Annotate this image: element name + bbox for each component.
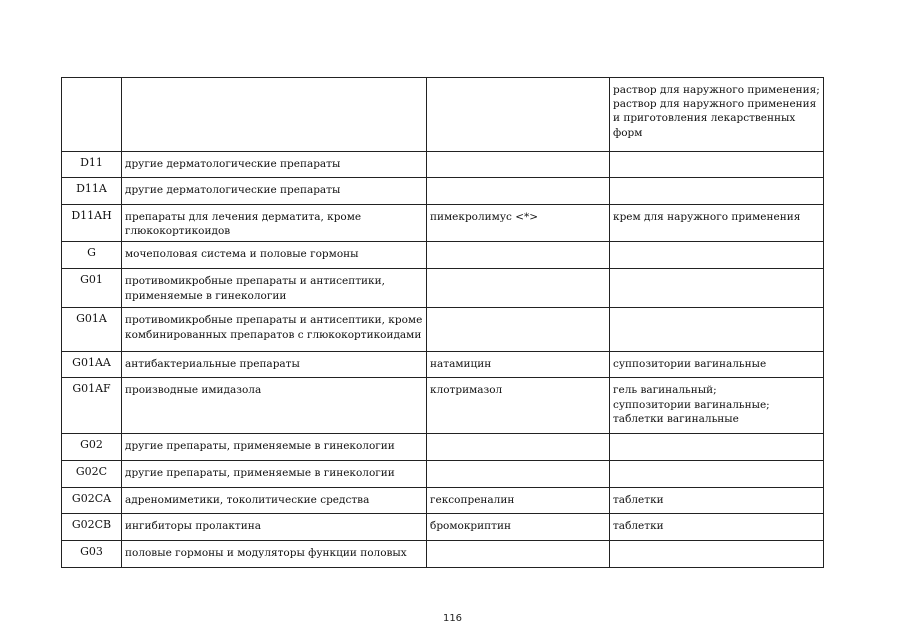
table-row	[62, 78, 824, 152]
medication-table	[61, 77, 824, 568]
atc-code-cell	[62, 378, 122, 434]
drug-name-cell-text: натамицин	[430, 358, 492, 371]
dosage-form-cell-text: таблетки	[613, 520, 664, 533]
group-name-cell	[122, 378, 427, 434]
dosage-form-cell-text: раствор для наружного применения; раствор для наружного применения и приготовления лекарственных форм	[613, 84, 820, 139]
atc-code-cell-text: G02CB	[71, 518, 112, 532]
table-row	[62, 269, 824, 308]
dosage-form-cell	[610, 152, 824, 178]
dosage-form-cell	[610, 352, 824, 378]
drug-name-cell	[427, 78, 610, 152]
group-name-cell	[122, 514, 427, 541]
atc-code-cell-text: G02CA	[71, 492, 112, 506]
atc-code-cell-text: D11A	[76, 182, 107, 195]
dosage-form-cell	[610, 514, 824, 541]
atc-code-cell	[62, 269, 122, 308]
group-name-cell	[122, 242, 427, 269]
atc-code-cell	[62, 205, 122, 242]
atc-code-cell-text: G01AA	[72, 356, 111, 370]
dosage-form-cell	[610, 488, 824, 514]
group-name-cell	[122, 541, 427, 568]
drug-name-cell-text: клотримазол	[430, 384, 503, 397]
atc-code-cell-text: G02	[80, 438, 103, 452]
page-number: 116	[442, 613, 463, 624]
group-name-cell	[122, 434, 427, 461]
atc-code-cell-text: D11	[80, 156, 103, 169]
atc-code-cell-text: G01AF	[72, 382, 111, 396]
group-name-cell-text: другие препараты, применяемые в гинекологии	[125, 440, 395, 453]
group-name-cell	[122, 488, 427, 514]
dosage-form-cell	[610, 205, 824, 242]
atc-code-cell-text: G03	[80, 545, 103, 559]
drug-name-cell	[427, 242, 610, 269]
dosage-form-cell	[610, 269, 824, 308]
atc-code-cell-text: G01	[80, 273, 103, 287]
drug-name-cell	[427, 378, 610, 434]
dosage-form-cell	[610, 378, 824, 434]
dosage-form-cell	[610, 308, 824, 352]
drug-name-cell	[427, 178, 610, 205]
drug-name-cell-text: пимекролимус <*>	[430, 211, 539, 223]
table-row	[62, 308, 824, 352]
atc-code-cell	[62, 541, 122, 568]
group-name-cell	[122, 78, 427, 152]
group-name-cell	[122, 205, 427, 242]
table-row	[62, 205, 824, 242]
atc-code-cell	[62, 178, 122, 205]
table-row	[62, 178, 824, 205]
group-name-cell	[122, 461, 427, 488]
group-name-cell	[122, 308, 427, 352]
dosage-form-cell	[610, 434, 824, 461]
atc-code-cell	[62, 78, 122, 152]
group-name-cell	[122, 152, 427, 178]
table-row	[62, 434, 824, 461]
group-name-cell-text: ингибиторы пролактина	[125, 520, 261, 533]
atc-code-cell	[62, 461, 122, 488]
atc-code-cell-text: G01A	[76, 312, 107, 326]
drug-name-cell	[427, 461, 610, 488]
dosage-form-cell-text: крем для наружного применения	[613, 211, 801, 223]
drug-name-cell	[427, 541, 610, 568]
atc-code-cell	[62, 308, 122, 352]
group-name-cell-text: противомикробные препараты и антисептики, кроме комбинированных препаратов с глюкокортикоидами	[125, 314, 423, 341]
group-name-cell-text: противомикробные препараты и антисептики, применяемые в гинекологии	[125, 275, 385, 302]
dosage-form-cell-text: гель вагинальный; суппозитории вагинальные; таблетки вагинальные	[613, 384, 770, 425]
table-row	[62, 488, 824, 514]
table-body	[62, 78, 824, 568]
group-name-cell-text: мочеполовая система и половые гормоны	[125, 248, 359, 261]
table-row	[62, 378, 824, 434]
dosage-form-cell	[610, 541, 824, 568]
group-name-cell-text: половые гормоны и модуляторы функции половых	[125, 547, 407, 560]
drug-name-cell	[427, 269, 610, 308]
table-row	[62, 152, 824, 178]
group-name-cell-text: антибактериальные препараты	[125, 358, 300, 371]
drug-name-cell	[427, 514, 610, 541]
drug-name-cell	[427, 352, 610, 378]
group-name-cell-text: адреномиметики, токолитические средства	[125, 494, 370, 507]
group-name-cell-text: другие дерматологические препараты	[125, 184, 341, 196]
group-name-cell	[122, 352, 427, 378]
atc-code-cell	[62, 488, 122, 514]
drug-name-cell	[427, 152, 610, 178]
atc-code-cell	[62, 352, 122, 378]
dosage-form-cell-text: таблетки	[613, 494, 664, 507]
dosage-form-cell	[610, 178, 824, 205]
atc-code-cell-text: G	[87, 246, 96, 260]
drug-name-cell-text: бромокриптин	[430, 520, 511, 533]
group-name-cell-text: производные имидазола	[125, 384, 262, 397]
drug-name-cell	[427, 488, 610, 514]
drug-name-cell-text: гексопреналин	[430, 494, 515, 507]
table-row	[62, 541, 824, 568]
atc-code-cell	[62, 514, 122, 541]
atc-code-cell	[62, 434, 122, 461]
table-row	[62, 242, 824, 269]
atc-code-cell-text: G02C	[75, 465, 108, 479]
dosage-form-cell	[610, 461, 824, 488]
group-name-cell	[122, 178, 427, 205]
dosage-form-cell	[610, 78, 824, 152]
atc-code-cell	[62, 242, 122, 269]
atc-code-cell	[62, 152, 122, 178]
dosage-form-cell-text: суппозитории вагинальные	[613, 358, 767, 371]
drug-name-cell	[427, 205, 610, 242]
group-name-cell-text: другие дерматологические препараты	[125, 158, 341, 170]
dosage-form-cell	[610, 242, 824, 269]
group-name-cell-text: другие препараты, применяемые в гинекологии	[125, 467, 395, 480]
group-name-cell	[122, 269, 427, 308]
atc-code-cell-text: D11AH	[71, 209, 112, 222]
drug-name-cell	[427, 308, 610, 352]
drug-name-cell	[427, 434, 610, 461]
group-name-cell-text: препараты для лечения дерматита, кроме глюкокортикоидов	[125, 211, 362, 238]
table-row	[62, 514, 824, 541]
table-row	[62, 352, 824, 378]
table-row	[62, 461, 824, 488]
